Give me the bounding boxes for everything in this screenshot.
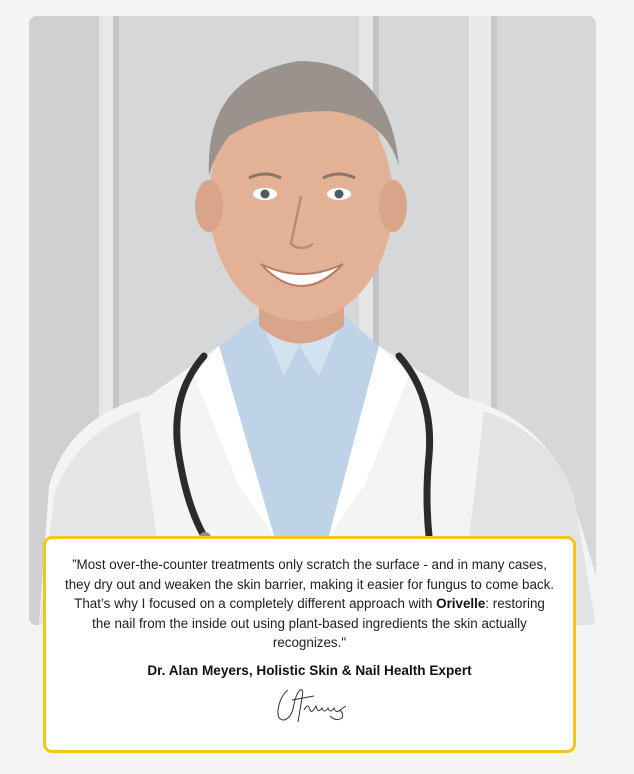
testimonial-quote [64, 555, 555, 653]
doctor-photo [29, 16, 596, 625]
brand-name: Orivelle [436, 596, 486, 612]
quote-text-part-1: Most over-the-counter treatments only scratch the surface - and in many cases, they dry out and weaken the skin barrier, making it easier for fungus to come back. That’s why I focused on a completely different approach with [64, 557, 554, 612]
author-name: Dr. Alan Meyers, Holistic Skin & Nail Health Expert [147, 662, 472, 678]
doctor-photo-illustration [29, 16, 596, 625]
quote-text-part-2: : restoring the nail from the inside out using plant-based ingredients the skin actually recognizes." [92, 596, 545, 651]
testimonial-quote-box [43, 536, 576, 753]
signature-icon [270, 684, 350, 726]
quote-open-mark: ” [72, 557, 77, 572]
